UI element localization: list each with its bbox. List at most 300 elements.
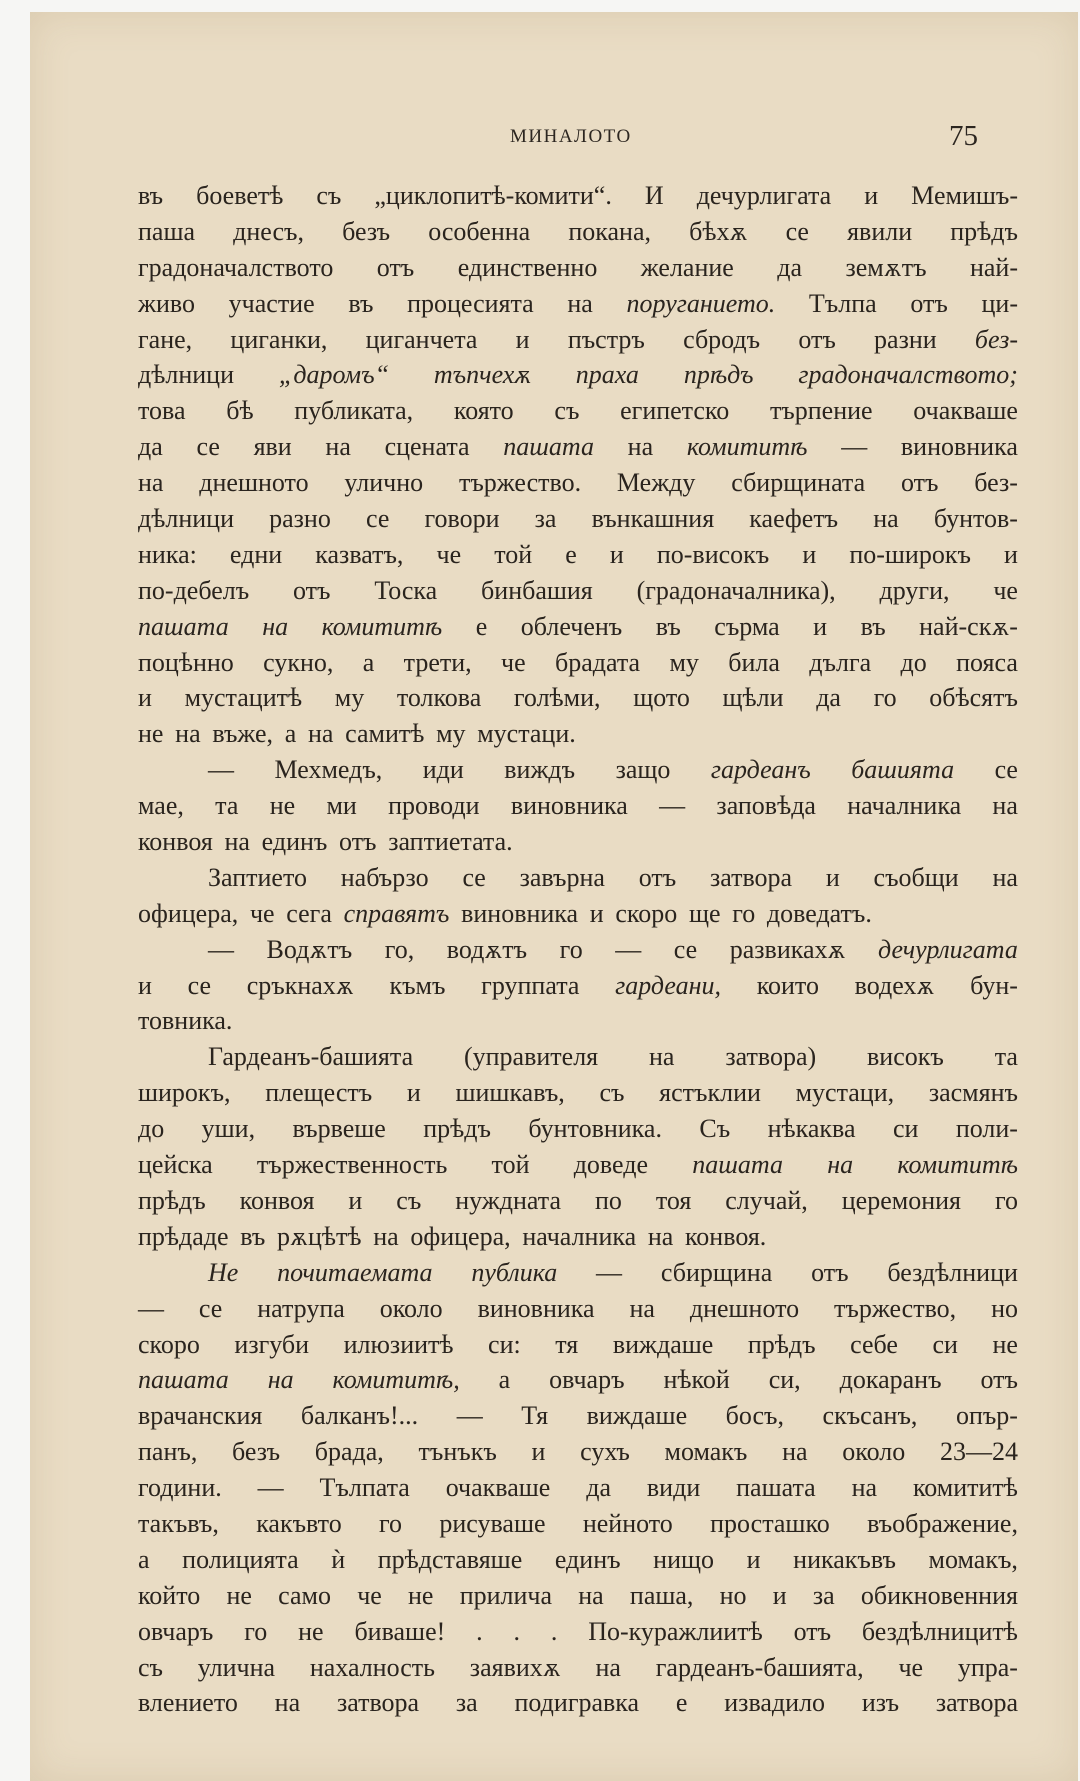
word: въображение, <box>867 1508 1018 1538</box>
text-line <box>138 537 1018 573</box>
word: участие <box>228 288 315 318</box>
word: да <box>586 1473 612 1503</box>
word: че <box>993 575 1018 605</box>
word: и <box>348 1185 363 1215</box>
word: опър- <box>955 1401 1018 1431</box>
word: безъ <box>342 216 391 246</box>
word: водѫтъ <box>446 934 528 964</box>
word: години. <box>138 1473 222 1503</box>
word: нейното <box>582 1508 673 1538</box>
word: дълга <box>809 647 872 677</box>
word: отъ <box>293 575 331 605</box>
word: очакваше <box>445 1473 551 1503</box>
word: по-дебелъ <box>138 575 250 605</box>
word: конвоя <box>138 827 213 857</box>
word: виновника <box>510 791 628 821</box>
text-line <box>138 322 1018 358</box>
word: бездѣлницитѣ <box>861 1616 1018 1646</box>
word: ци- <box>981 288 1018 318</box>
word: щото <box>633 683 690 713</box>
word: на <box>649 1042 675 1072</box>
word: изъ <box>861 1688 900 1718</box>
word: отъ <box>798 324 836 354</box>
word: виновника <box>477 1293 595 1323</box>
word: и <box>802 539 817 569</box>
word: и <box>813 611 828 641</box>
text-line <box>138 1434 1018 1470</box>
word: шишкавъ, <box>455 1078 565 1108</box>
word: съобщи <box>873 862 959 892</box>
word: била <box>728 647 780 677</box>
word: не <box>992 1329 1018 1359</box>
text-line <box>138 1003 1018 1039</box>
word: 23—24 <box>939 1437 1018 1467</box>
word: просташко <box>710 1508 830 1538</box>
word: е <box>475 611 488 641</box>
word: пъстръ <box>567 324 645 354</box>
word: особенна <box>428 216 531 246</box>
word: заптиетата. <box>388 827 513 857</box>
italic-word: поруганието. <box>626 288 776 318</box>
word: процесията <box>407 288 534 318</box>
word: гане, <box>138 324 193 354</box>
word: рѫцѣтѣ <box>277 1221 362 1251</box>
word: влението <box>138 1688 238 1718</box>
word: . <box>476 1616 483 1646</box>
word: такъвъ, <box>138 1508 219 1538</box>
word: днешното <box>689 1293 800 1323</box>
word: покана, <box>568 216 651 246</box>
word: си <box>932 1329 958 1359</box>
word: боеветѣ <box>196 181 284 210</box>
word: тънъкъ <box>418 1437 497 1467</box>
word: нахалность <box>309 1652 436 1682</box>
word: момакъ <box>664 1437 748 1467</box>
word: Тоска <box>374 575 438 605</box>
word: за <box>812 1580 835 1610</box>
word: — <box>456 1401 483 1431</box>
word: та <box>994 1042 1018 1072</box>
word: каефетъ <box>749 504 839 534</box>
word: паша, <box>629 1580 694 1610</box>
word: за <box>455 1688 478 1718</box>
word: Мехмедъ, <box>274 755 383 785</box>
word: прилича <box>459 1580 553 1610</box>
text-line <box>138 1111 1018 1147</box>
word: ника: <box>138 539 197 569</box>
word: пашата <box>736 1473 816 1503</box>
word: без- <box>974 468 1018 498</box>
word: очакваше <box>913 396 1018 426</box>
text-line <box>138 1650 1018 1686</box>
word: — <box>596 1257 623 1287</box>
word: сцената <box>384 432 470 462</box>
text-line <box>138 680 1018 716</box>
word: едни <box>229 539 283 569</box>
word: дѣлници <box>138 360 234 390</box>
word: затвора <box>336 1688 420 1718</box>
word: въ <box>240 1221 266 1251</box>
word: облеченъ <box>520 611 623 641</box>
word: панъ, <box>138 1437 198 1467</box>
word: ѝ <box>331 1544 346 1574</box>
word: нуждната <box>455 1185 561 1215</box>
word: И <box>644 181 664 210</box>
word: не <box>269 791 296 821</box>
word: до <box>138 1114 165 1144</box>
italic-word: дечурлигата <box>878 934 1018 964</box>
word: по <box>594 1185 622 1215</box>
word: мае, <box>138 791 184 821</box>
word: полицията <box>182 1544 299 1574</box>
word: които <box>756 970 819 1000</box>
italic-word: башията <box>851 755 955 785</box>
italic-word: гардеанъ <box>710 755 811 785</box>
word: на <box>782 1437 808 1467</box>
word: тържество, <box>834 1293 957 1323</box>
word: заявихѫ <box>469 1652 561 1682</box>
word: го <box>559 934 583 964</box>
word: и <box>825 862 840 892</box>
italic-word: „даромъ“ <box>278 360 390 390</box>
word: доведатъ. <box>766 898 872 928</box>
italic-word: Не <box>208 1257 239 1287</box>
word: на <box>325 432 351 462</box>
word: тоя <box>655 1185 692 1215</box>
word: плещестъ <box>265 1078 373 1108</box>
word: го <box>732 898 756 928</box>
word: бунтовника. <box>528 1114 662 1144</box>
word: проводи <box>388 791 480 821</box>
word: се <box>196 432 220 462</box>
word: бѣ <box>226 396 254 426</box>
word: отъ <box>339 827 377 857</box>
word: не <box>138 719 164 749</box>
word: на <box>373 1221 399 1251</box>
word: затвора <box>709 862 793 892</box>
word: врачанския <box>138 1401 263 1431</box>
word: бинбашия <box>481 575 593 605</box>
word: нищо <box>653 1544 715 1574</box>
word: а <box>284 719 297 749</box>
word: на <box>992 791 1018 821</box>
text-line <box>138 1685 1018 1721</box>
body-text <box>138 178 1018 1721</box>
text-line <box>138 214 1018 250</box>
word: какъвто <box>256 1508 342 1538</box>
italic-word: пашата <box>503 432 594 462</box>
word: отъ <box>900 468 939 498</box>
word: — <box>257 1473 284 1503</box>
text-line <box>138 1291 1018 1327</box>
word: биваше! <box>354 1616 446 1646</box>
word: натрупа <box>257 1293 345 1323</box>
word: себе <box>850 1329 898 1359</box>
word: единственно <box>457 252 598 282</box>
word: не <box>298 1616 324 1646</box>
text-line <box>138 1470 1018 1506</box>
word: около <box>842 1437 906 1467</box>
word: бун- <box>970 970 1018 1000</box>
word: уши, <box>201 1114 256 1144</box>
word: въже, <box>212 719 274 749</box>
word: скоро <box>615 898 678 928</box>
word: живо <box>138 288 195 318</box>
word: улично <box>344 468 424 498</box>
text-line <box>138 788 1018 824</box>
text-line <box>138 1327 1018 1363</box>
word: не <box>408 1580 434 1610</box>
word: толкова <box>396 683 482 713</box>
word: на <box>138 468 164 498</box>
word: и <box>864 181 879 210</box>
word: явили <box>847 216 913 246</box>
word: Водѫтъ <box>266 934 353 964</box>
word: днешното <box>199 468 309 498</box>
italic-word: комититѣ <box>897 1150 1018 1180</box>
word: го <box>994 1185 1018 1215</box>
word: отъ <box>638 862 677 892</box>
word: — <box>138 1293 164 1323</box>
word: сбродъ <box>683 324 761 354</box>
word: разно <box>269 504 331 534</box>
word: той <box>491 1150 530 1180</box>
word: до <box>900 647 927 677</box>
italic-word: на <box>262 611 289 641</box>
word: на <box>627 432 654 462</box>
word: на <box>595 1652 621 1682</box>
word: че <box>436 539 462 569</box>
text-line <box>138 1614 1018 1650</box>
word: се <box>198 1293 223 1323</box>
word: види <box>646 1473 701 1503</box>
word: ще <box>688 898 721 928</box>
text-line <box>138 1039 1018 1075</box>
word: щѣли <box>722 683 784 713</box>
word: и <box>531 1437 546 1467</box>
word: офицера, <box>138 898 239 928</box>
book-page <box>30 12 1078 1781</box>
text-line <box>138 501 1018 537</box>
word: по-широкъ <box>849 539 971 569</box>
word: докаранъ <box>839 1365 942 1395</box>
page-header <box>30 120 1078 160</box>
word: скъсанъ, <box>822 1401 918 1431</box>
word: виждаше <box>586 1401 688 1431</box>
word: комититѣ <box>912 1473 1018 1503</box>
word: говори <box>424 504 500 534</box>
word: (градоначалника), <box>636 575 836 605</box>
word: и <box>746 1544 761 1574</box>
word: и <box>515 324 530 354</box>
word: на <box>567 288 593 318</box>
word: къмъ <box>389 970 446 1000</box>
word: тя <box>555 1329 579 1359</box>
word: се <box>673 934 698 964</box>
text-line <box>138 1362 1018 1398</box>
word: виждаше <box>612 1329 714 1359</box>
word: прѣдъ <box>423 1114 491 1144</box>
word: конвоя. <box>685 1221 767 1251</box>
word: упра- <box>957 1652 1018 1682</box>
italic-word: пашата <box>692 1150 783 1180</box>
word: нѣкаква <box>767 1114 856 1144</box>
word: сбирщината <box>731 468 866 498</box>
word: илюзиитѣ <box>343 1329 454 1359</box>
word: единъ <box>261 827 328 857</box>
word: желание <box>640 252 734 282</box>
word: съ <box>599 1078 625 1108</box>
word: на <box>629 1293 655 1323</box>
word: градоначалството <box>138 252 334 282</box>
word: босъ, <box>725 1401 785 1431</box>
word: търпение <box>769 396 873 426</box>
word: земѫтъ <box>845 252 927 282</box>
word: сърма <box>714 611 780 641</box>
word: никакъвъ <box>793 1544 896 1574</box>
word: поцѣнно <box>138 647 234 677</box>
word: прѣдъ <box>950 216 1018 246</box>
word: на <box>851 1473 878 1503</box>
word: който <box>138 1580 201 1610</box>
word: ястъклии <box>659 1078 761 1108</box>
word: поли- <box>955 1114 1018 1144</box>
word: защо <box>615 755 671 785</box>
word: затвора <box>935 1688 1018 1718</box>
word: пояса <box>956 647 1018 677</box>
text-line <box>138 1398 1018 1434</box>
word: Мемишъ- <box>911 181 1018 210</box>
word: прѣдставяше <box>377 1544 523 1574</box>
word: сбирщина <box>660 1257 773 1287</box>
word: бунтов- <box>933 504 1018 534</box>
word: си, <box>768 1365 801 1395</box>
word: нѣкой <box>663 1365 730 1395</box>
word: на <box>873 504 899 534</box>
word: По-куражлиитѣ <box>588 1616 763 1646</box>
word: и <box>772 1580 787 1610</box>
word: се <box>785 216 809 246</box>
word: Заптието <box>208 862 307 892</box>
word: Тя <box>521 1401 549 1431</box>
word: си <box>892 1114 919 1144</box>
word: балканъ!... <box>300 1401 419 1431</box>
word: да <box>816 683 841 713</box>
word: съ <box>396 1185 422 1215</box>
word: извадило <box>724 1688 826 1718</box>
word: мустаци, <box>795 1078 895 1108</box>
word: Съ <box>699 1114 731 1144</box>
word: прѣдаде <box>138 1221 229 1251</box>
word: . <box>513 1616 520 1646</box>
word: му <box>436 719 466 749</box>
word: виновника <box>900 432 1018 462</box>
italic-word: публика <box>471 1257 558 1287</box>
word: началника <box>847 791 962 821</box>
word: а <box>498 1365 511 1395</box>
word: (управителя <box>463 1042 599 1072</box>
word: прѣдъ <box>138 1185 206 1215</box>
text-line <box>138 1542 1018 1578</box>
word: въ <box>138 181 164 210</box>
word: съ <box>554 396 580 426</box>
word: е <box>675 1688 688 1718</box>
italic-word: комититѣ <box>321 611 443 641</box>
word: товника. <box>138 1006 233 1036</box>
word: му <box>334 683 365 713</box>
word: мустаци. <box>477 719 576 749</box>
word: завърна <box>519 862 605 892</box>
word: обѣсятъ <box>929 683 1018 713</box>
word: днесъ, <box>233 216 304 246</box>
word: самитѣ <box>345 719 425 749</box>
word: улична <box>197 1652 276 1682</box>
word: го <box>244 1616 268 1646</box>
word: началника <box>522 1221 637 1251</box>
italic-word: прѣдъ <box>683 360 754 390</box>
word: набързо <box>340 862 429 892</box>
running-title: МИНАЛОТО <box>510 126 632 147</box>
text-line <box>138 357 1018 393</box>
text-line <box>138 860 1018 896</box>
word: се <box>187 970 212 1000</box>
word: на <box>307 719 334 749</box>
word: — <box>208 934 234 964</box>
text-line <box>138 250 1018 286</box>
italic-word: почитаемата <box>277 1257 433 1287</box>
text-line <box>138 1255 1018 1291</box>
word: египетско <box>620 396 730 426</box>
word: циганчета <box>365 324 478 354</box>
word: го <box>379 1508 403 1538</box>
word: случай, <box>725 1185 808 1215</box>
word: группата <box>481 970 580 1000</box>
word: циганки, <box>230 324 328 354</box>
word: рисуваше <box>439 1508 546 1538</box>
word: че <box>357 1580 382 1610</box>
word: . <box>550 1616 558 1646</box>
word: безъ <box>232 1437 281 1467</box>
word: Между <box>616 468 696 498</box>
word: развикахѫ <box>729 934 846 964</box>
text-line <box>138 932 1018 968</box>
word: е <box>565 539 577 569</box>
word: а <box>362 647 375 677</box>
word: да <box>777 252 803 282</box>
word: и <box>609 539 624 569</box>
word: че <box>249 898 275 928</box>
word: дечурлигата <box>696 181 832 210</box>
text-line <box>138 465 1018 501</box>
text-line <box>138 1183 1018 1219</box>
word: разни <box>874 324 937 354</box>
word: бездѣлници <box>887 1257 1018 1287</box>
word: и <box>138 683 152 713</box>
word: му <box>669 647 699 677</box>
text-line <box>138 1578 1018 1614</box>
text-line <box>138 609 1018 645</box>
text-line <box>138 1075 1018 1111</box>
word: отъ <box>811 1257 849 1287</box>
word: си: <box>488 1329 521 1359</box>
word: най- <box>969 252 1018 282</box>
italic-word: градоначалството; <box>798 360 1018 390</box>
word: го, <box>384 934 415 964</box>
word: „циклопитѣ-комити“. <box>374 181 612 210</box>
italic-word: праха <box>575 360 639 390</box>
word: високъ <box>867 1042 944 1072</box>
word: само <box>278 1580 331 1610</box>
